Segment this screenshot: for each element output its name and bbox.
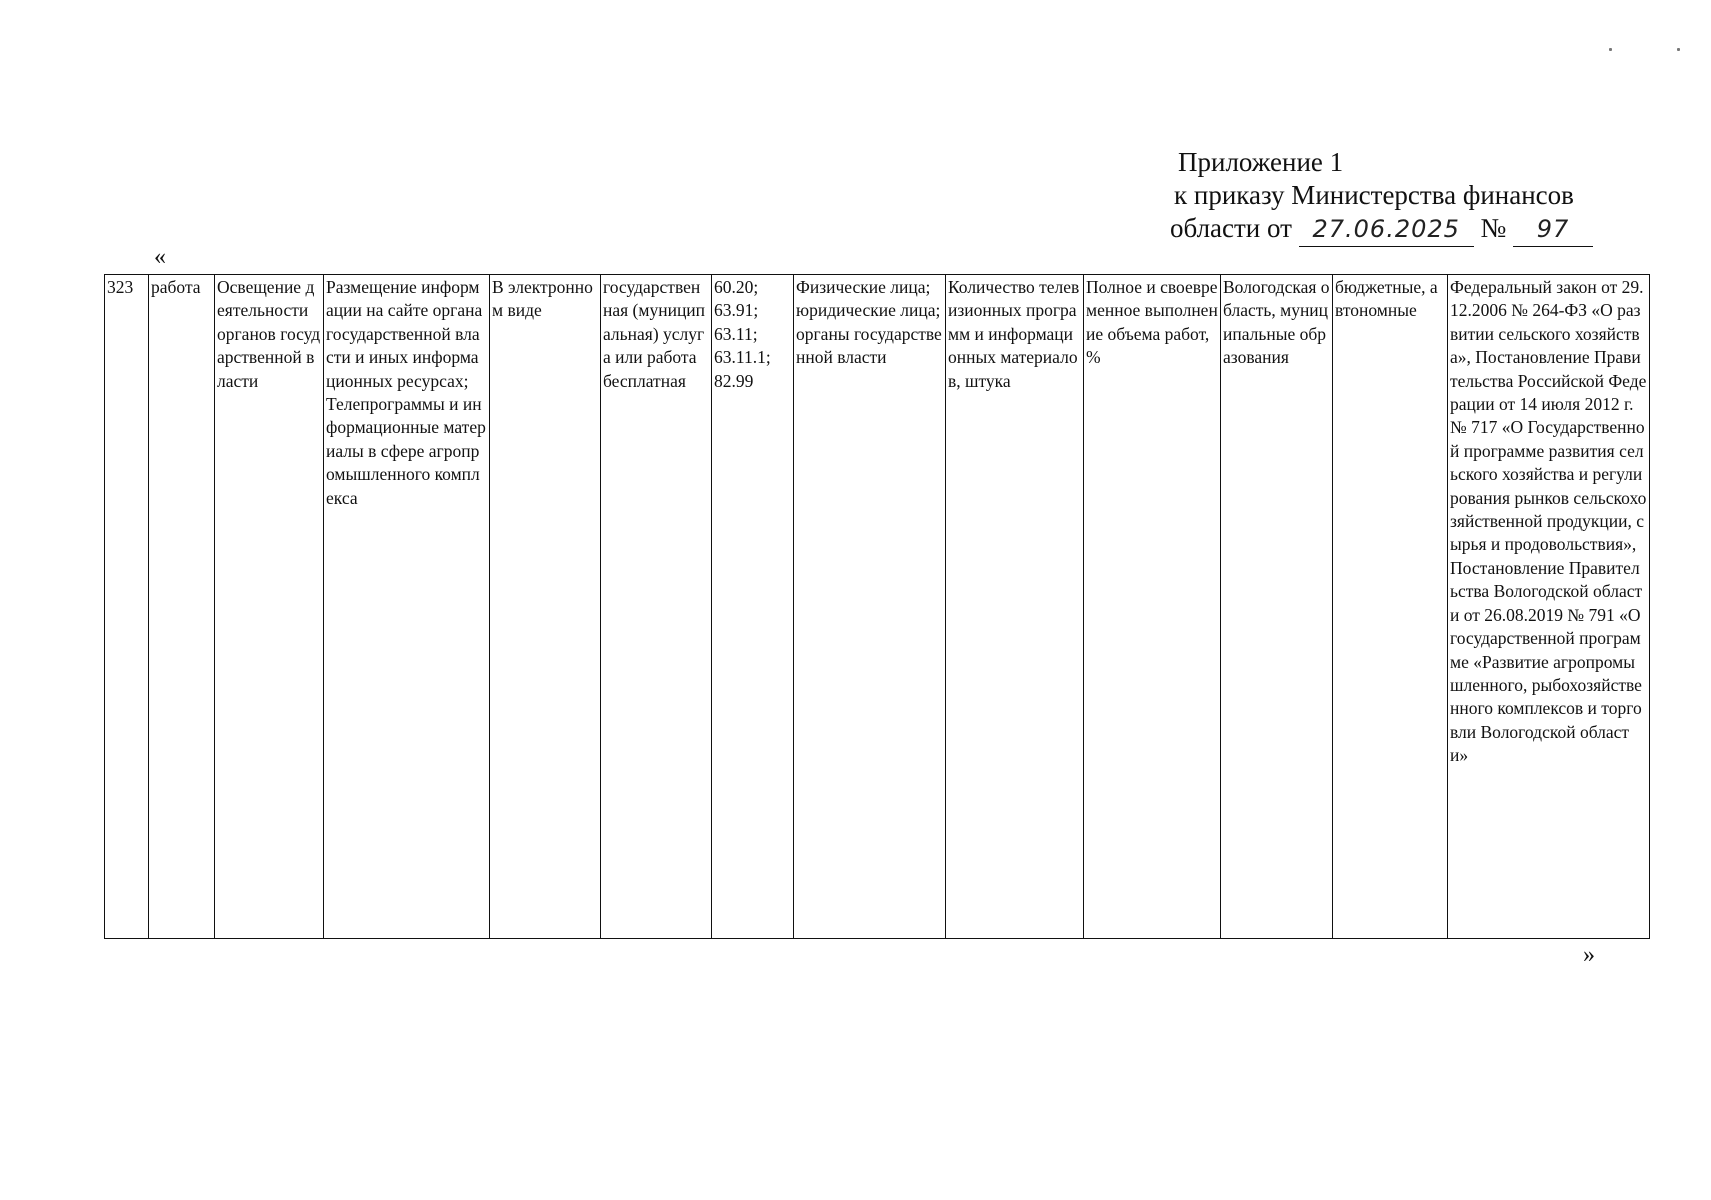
cell-okved-codes: 60.20; 63.91; 63.11; 63.11.1; 82.99 (712, 275, 794, 939)
date-prefix: области от (1170, 213, 1292, 243)
cell-consumers: Физические лица; юридические лица; органы государственной власти (794, 275, 946, 939)
closing-quote: » (1583, 942, 1595, 968)
table-row (105, 275, 1650, 939)
scan-speck (1609, 48, 1612, 51)
opening-quote: « (154, 244, 166, 270)
services-table (104, 274, 1650, 939)
scan-speck (1677, 48, 1680, 51)
cell-kind: работа (149, 275, 215, 939)
cell-institution-type: бюджетные, автономные (1333, 275, 1448, 939)
cell-territory: Вологодская область, муниципальные образования (1221, 275, 1333, 939)
cell-content: Размещение информации на сайте органа государственной власти и иных информационных ресурсах; Телепрограммы и информационные материалы в сфере агропромышленного комплекса (324, 275, 490, 939)
appendix-order-ref: к приказу Министерства финансов (1174, 180, 1574, 210)
cell-legal-basis: Федеральный закон от 29.12.2006 № 264-ФЗ «О развитии сельского хозяйства», Постановление Правительства Российской Федерации от 14 июля 2012 г. № 717 «О Государственной программе развития сельского хозяйства и регулирования рынков сельскохозяйственной продукции, сырья и продовольствия», Постановление Правительства Вологодской области от 26.08.2019 № 791 «О государственной программе «Развитие агропромышленного, рыбохозяйственного комплексов и торговли Вологодской области» (1448, 275, 1650, 939)
cell-type: государственная (муниципальная) услуга или работа бесплатная (601, 275, 712, 939)
cell-quality-indicator: Полное и своевременное выполнение объема работ, % (1084, 275, 1221, 939)
handwritten-date: 27.06.2025 (1299, 213, 1474, 247)
appendix-date-line (1170, 212, 1650, 247)
cell-name: Освещение деятельности органов государственной власти (215, 275, 324, 939)
cell-row-number: 323 (105, 275, 149, 939)
cell-form: В электронном виде (490, 275, 601, 939)
appendix-title: Приложение 1 (1178, 147, 1344, 177)
order-appendix-header (1170, 146, 1650, 247)
handwritten-number: 97 (1513, 213, 1593, 247)
number-sign: № (1480, 213, 1507, 243)
cell-volume-indicator: Количество телевизионных программ и информационных материалов, штука (946, 275, 1084, 939)
